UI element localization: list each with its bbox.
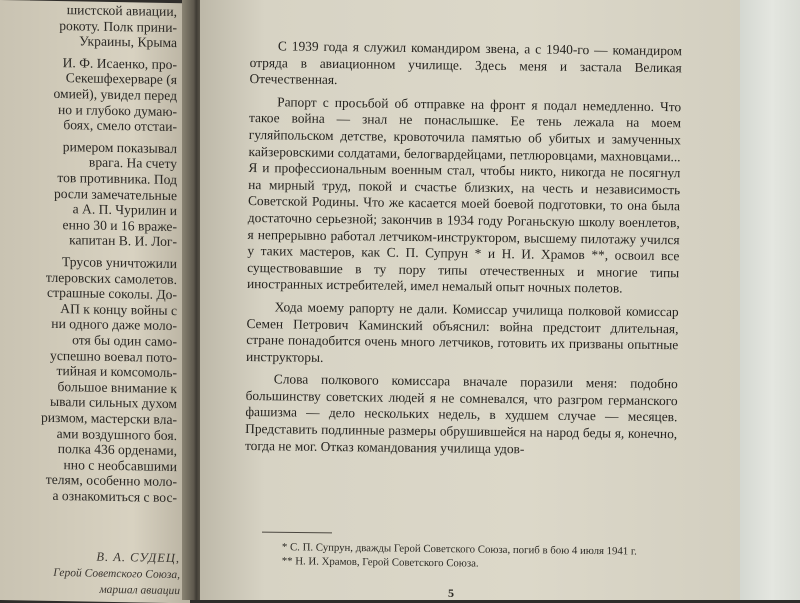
left-page-line: шистской авиации,	[66, 2, 177, 20]
left-page-line: полка 436 орденами,	[57, 441, 177, 459]
paragraph: Хода моему рапорту не дали. Комиссар училища полковой комиссар Семен Петрович Каминский объяснил: война предстоит длительная, стране понадобится очень много летчиков, готовить их призваны опытные инструкторы.	[246, 299, 679, 365]
page-number: 5	[448, 586, 454, 600]
left-page-line: капитан В. И. Лог-	[69, 232, 177, 250]
left-page-line: большое внимание к	[57, 378, 177, 396]
left-page-line: росли замечательные	[53, 185, 177, 203]
left-page-line: страшные соколы. До-	[47, 285, 177, 303]
signature-title: Герой Советского Союза,	[53, 566, 180, 582]
left-page-line: а А. П. Чурилин и	[72, 201, 177, 219]
left-page	[0, 0, 190, 603]
left-page-line: АП к концу войны с	[60, 300, 177, 318]
left-page-line: тийная и комсомоль-	[56, 363, 177, 381]
left-page-line: отя бы один само-	[72, 332, 177, 350]
signature-name: В. А. СУДЕЦ,	[96, 549, 180, 566]
footnote-divider	[262, 532, 332, 534]
left-page-line: ни одного даже моло-	[51, 316, 177, 334]
page-body	[245, 38, 682, 465]
left-page-line: енно 30 и 16 враже-	[62, 216, 177, 234]
left-page-line: ывали сильных духом	[49, 394, 177, 412]
left-page-line: ризмом, мастерски вла-	[40, 409, 177, 428]
paragraph: Рапорт с просьбой об отправке на фронт я подал немедленно. Что такое война — знал не понаслышке. Ее тень лежала на моем гуляйпольском детстве, кровоточила памятью об убитых и замученных кайзеровскими солдатами, белогвардейцами, петлюровцами, махновцами... Я и профессиональным военным стал, чтобы никто, никогда не посягнул на мирный труд, покой и счастье близких, на честь и независимость Советской Родины. Что же касается моей боевой подготовки, то она была достаточно серьезной; закончив в 1934 году Роганьскую школу военлетов, я непрерывно работал летчиком-инструктором, высшему пилотажу учился у таких мастеров, как С. П. Супрун * и Н. И. Храмов **, освоил все существовавшие в ту пору типы отечественных и многие типы иностранных истребителей, имел немалый опыт ночных полетов.	[246, 94, 682, 296]
right-page	[200, 0, 740, 600]
left-page-line: тов противника. Под	[57, 170, 177, 188]
left-page-line: И. Ф. Исаенко, про-	[62, 54, 177, 72]
paragraph: С 1939 года я служил командиром звена, а с 1940-го — командиром отряда в авиационном училище. Здесь меня и застала Великая Отечественная.	[249, 38, 682, 88]
left-page-line: нно с необсавшими	[63, 456, 177, 474]
left-page-line: ами воздушного боя.	[56, 425, 177, 443]
left-page-line: успешно воевал пото-	[50, 347, 177, 365]
desk-surface	[730, 0, 800, 600]
left-page-line: телям, особенно моло-	[45, 472, 177, 490]
footnote: * С. П. Супрун, дважды Герой Советского Союза, погиб в бою 4 июля 1941 г.	[281, 541, 637, 558]
signature-rank: маршал авиации	[99, 583, 180, 598]
left-page-line: Секешфехерваре (я	[65, 70, 177, 88]
left-page-line: Украины, Крыма	[79, 33, 177, 51]
paragraph: Слова полкового комиссара вначале поразили меня: подобно большинству советских людей я не сомневался, что разгром германского фашизма — дело нескольких недель, в худшем случае — месяцев. Представить подлинные размеры обрушившейся на народ беды я, конечно, тогда не мог. Отказ командования училища удов-	[244, 371, 678, 457]
left-page-line: но и глубоко думаю-	[57, 101, 177, 119]
left-page-line: боях, смело отстаи-	[63, 117, 177, 135]
left-page-line: Трусов уничтожили	[62, 254, 177, 272]
left-page-text	[0, 0, 185, 506]
left-page-line: омией), увидел перед	[53, 85, 177, 104]
left-page-line: римером показывал	[62, 138, 177, 156]
left-page-line: тлеровских самолетов.	[45, 269, 177, 287]
left-page-line: рокоту. Полк прини-	[59, 17, 177, 35]
left-page-line: а ознакомиться с вос-	[52, 487, 177, 506]
footnote: ** Н. И. Храмов, Герой Советского Союза.	[281, 555, 479, 570]
footnotes	[268, 540, 698, 573]
left-page-line: врага. На счету	[88, 154, 177, 172]
